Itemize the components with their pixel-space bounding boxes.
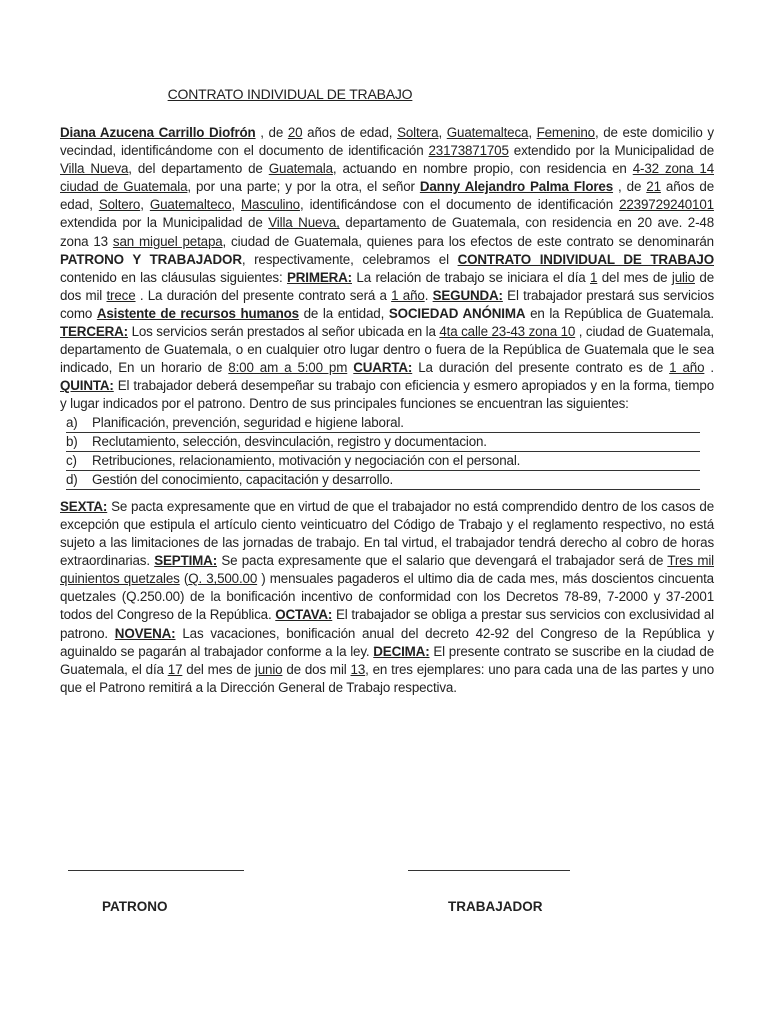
- list-item: c) Retribuciones, relacionamiento, motivación y negociación con el personal.: [66, 452, 700, 471]
- employer-age: 20: [287, 125, 303, 140]
- signing-year: 13: [350, 661, 366, 677]
- employer-id-number: 23173871705: [428, 143, 509, 159]
- employer-sex: Femenino: [536, 125, 595, 140]
- worker-name: Danny Alejandro Palma Flores: [419, 179, 614, 195]
- salary-words: Tres mil quinientos quetzales: [60, 553, 714, 587]
- work-address: 4ta calle 23-43 zona 10: [439, 324, 576, 340]
- clause-primera: PRIMERA:: [286, 269, 352, 285]
- clause-octava: OCTAVA:: [275, 607, 333, 623]
- worker-municipality: Villa Nueva,: [268, 215, 340, 231]
- clause-segunda: SEGUNDA:: [432, 287, 503, 303]
- employer-name: Diana Azucena Carrillo Diofrón: [60, 125, 256, 140]
- start-year: trece: [106, 287, 136, 303]
- list-item: a) Planificación, prevención, seguridad e higiene laboral.: [66, 414, 700, 433]
- worker-age: 21: [646, 179, 661, 195]
- start-month: julio: [671, 269, 695, 285]
- salary-amount: Q. 3,500.00: [188, 571, 258, 587]
- employer-civil-status: Soltera: [397, 125, 439, 140]
- employer-signature-label: PATRONO: [102, 899, 168, 914]
- clause-quinta: QUINTA:: [60, 378, 114, 394]
- worker-signature-line: [408, 870, 570, 871]
- clause-septima: SEPTIMA:: [154, 553, 217, 569]
- worker-sex: Masculino: [241, 197, 300, 213]
- worker-address: san miguel petapa: [112, 233, 223, 249]
- start-day: 1: [590, 269, 598, 285]
- employer-nationality: Guatemalteca: [446, 125, 529, 140]
- opening-paragraph: Diana Azucena Carrillo Diofrón , de 20 años de edad, Soltera, Guatemalteca, Femenino, de este domicilio y vecindad, identificándome con el documento de identificación 23173871705 extendido por la Municipalidad de Villa Nueva, del departamento de Guatemala, actuando en nombre propio, con residencia en 4-32 zona 14 ciudad de Guatemala, por una parte; y por la otra, el señor Danny Alejandro Palma Flores , de 21 años de edad, Soltero, Guatemalteco, Masculino, identificándose con el documento de identificación 2239729240101 extendida por la Municipalidad de Villa Nueva, departamento de Guatemala, con residencia en 20 ave. 2-48 zona 13 san miguel petapa, ciudad de Guatemala, quienes para los efectos de este contrato se denominarán PATRONO Y TRABAJADOR, respectivamente, celebramos el CONTRATO INDIVIDUAL DE TRABAJO contenido en las cláusulas siguientes: PRIMERA: La relación de trabajo se iniciara el día 1 del mes de julio de dos mil trece . La duración del presente contrato será a 1 año. SEGUNDA: El trabajador prestará sus servicios como Asistente de recursos humanos de la entidad, SOCIEDAD ANÓNIMA en la República de Guatemala. TERCERA: Los servicios serán prestados al señor ubicada en la 4ta calle 23-43 zona 10 , ciudad de Guatemala, departamento de Guatemala, o en cualquier otro lugar dentro o fuera de la República de Guatemala que le sea indicado, En un horario de 8:00 am a 5:00 pm CUARTA: La duración del presente contrato es de 1 año . QUINTA: El trabajador deberá desempeñar su trabajo con eficiencia y esmero apropiados y en la forma, tiempo y lugar indicados por el patrono. Dentro de sus principales funciones se encuentran las siguientes:: [60, 125, 715, 412]
- clause-decima: DECIMA:: [373, 643, 430, 659]
- employer-signature-line: [68, 870, 244, 871]
- contract-body: [60, 124, 714, 697]
- signing-month: junio: [254, 661, 283, 677]
- document-title: CONTRATO INDIVIDUAL DE TRABAJO: [167, 86, 413, 102]
- party-roles: PATRONO Y TRABAJADOR: [60, 251, 242, 267]
- employer-department: Guatemala: [268, 161, 333, 177]
- clauses-paragraph: SEXTA: Se pacta expresamente que en virtud de que el trabajador no está comprendido dentro de los casos de excepción que estipula el artículo ciento veinticuatro del Código de Trabajo y el reglamento respectivo, no está sujeto a las limitaciones de las jornadas de trabajo. En tal virtud, el trabajador tendrá derecho al cobro de horas extraordinarias. SEPTIMA: Se pacta expresamente que el salario que devengará el trabajador será de Tres mil quinientos quetzales (Q. 3,500.00 ) mensuales pagaderos el ultimo dia de cada mes, más doscientos cincuenta quetzales (Q.250.00) de la bonificación incentivo de conformidad con los Decretos 78-89, 7-2000 y 37-2001 todos del Congreso de la República. OCTAVA: El trabajador se obliga a prestar sus servicios con exclusividad al patrono. NOVENA: Las vacaciones, bonificación anual del decreto 42-92 del Congreso de la República y aguinaldo se pagarán al trabajador conforme a la ley. DECIMA: El presente contrato se suscribe en la ciudad de Guatemala, el día 17 del mes de junio de dos mil 13, en tres ejemplares: uno para cada una de las partes y uno que el Patrono remitirá a la Dirección General de Trabajo respectiva.: [60, 498, 715, 695]
- job-position: Asistente de recursos humanos: [96, 305, 299, 321]
- contract-duration: 1 año: [391, 287, 425, 303]
- clause-sexta: SEXTA:: [60, 498, 108, 514]
- list-item: d) Gestión del conocimiento, capacitación y desarrollo.: [66, 471, 700, 490]
- contract-duration-2: 1 año: [669, 360, 705, 376]
- worker-signature-label: TRABAJADOR: [448, 899, 543, 914]
- employer-address: 4-32 zona 14 ciudad de Guatemala: [60, 161, 714, 195]
- worker-civil-status: Soltero: [98, 197, 141, 213]
- worker-nationality: Guatemalteco: [149, 197, 232, 213]
- clause-cuarta: CUARTA:: [353, 360, 413, 376]
- worker-id-number: 2239729240101: [619, 197, 714, 213]
- work-hours: 8:00 am a 5:00 pm: [228, 360, 348, 376]
- clause-tercera: TERCERA:: [60, 324, 128, 340]
- clause-novena: NOVENA:: [114, 625, 176, 641]
- company-name: SOCIEDAD ANÓNIMA: [388, 305, 526, 321]
- list-item: b) Reclutamiento, selección, desvinculación, registro y documentacion.: [66, 433, 700, 452]
- functions-list: [60, 414, 714, 490]
- employer-municipality: Villa Nueva: [60, 161, 129, 177]
- contract-name: CONTRATO INDIVIDUAL DE TRABAJO: [457, 251, 714, 267]
- signing-day: 17: [167, 661, 183, 677]
